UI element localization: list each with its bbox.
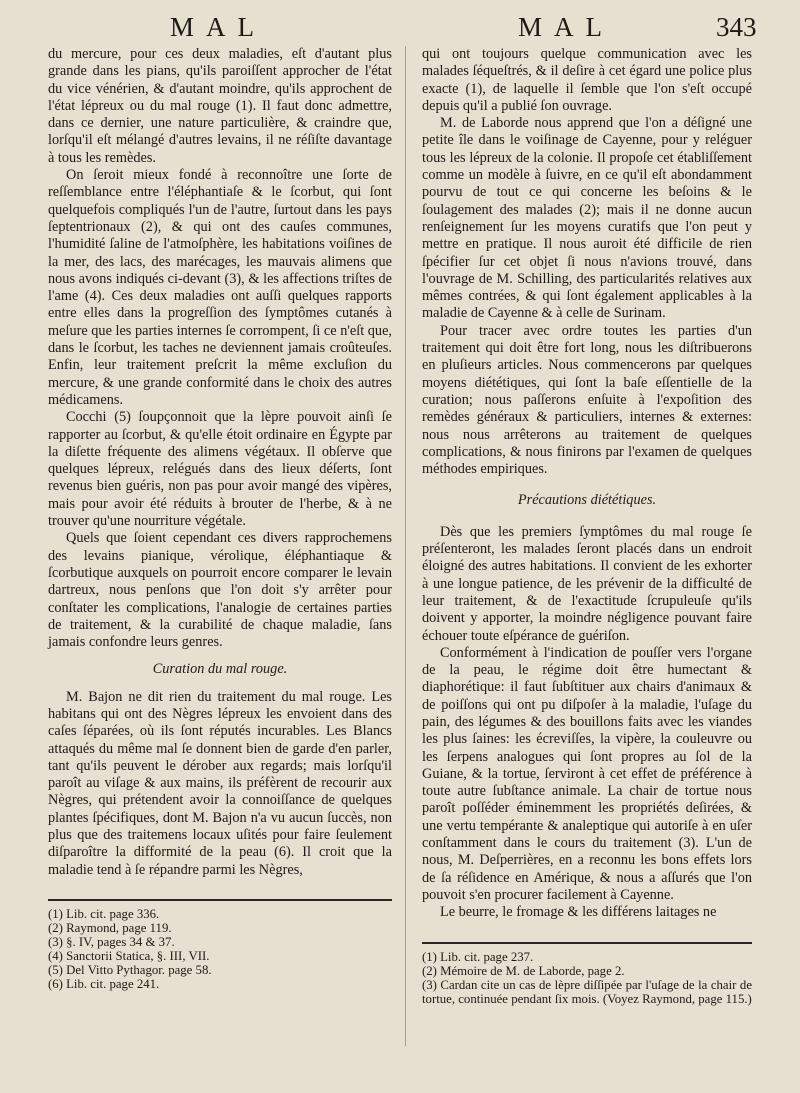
left-paragraph: Cocchi (5) ſoupçonnoit que la lèpre pouvoit ainſi ſe rapporter au ſcorbut, & qu'elle étoit ordinaire en Égypte par la diſette fréquente des alimens végétaux. Il obſerve que quelques lépreux, relégués dans des lieux déſerts, ſont revenus bien guéris, non pas pour avoir mangé des vipères, mais pour avoir été réduits à brouter de l'herbe, & à ne trouver qu'une nourriture végétale. [48,409,392,530]
right-running-head: MAL [518,12,614,42]
left-paragraph: Quels que ſoient cependant ces divers rapprochemens des levains pianique, vérolique, éléphantiaque & ſcorbutique auxquels on pourroit encore comparer le levain dartreux, nous penſons que l'on doit s'y arrêter pour conſtater les complications, l'analogie de certaines parties de traitement, & la curabilité de chaque maladie, ſans jamais confondre leurs genres. [48,530,392,651]
footnote: (3) Cardan cite un cas de lèpre diſſipée par l'uſage de la chair de tortue, continuée pendant ſix mois. (Voyez Raymond, page 115.) [422,977,752,1006]
footnote: (1) Lib. cit. page 336. [48,906,160,921]
footnote: (2) Raymond, page 119. [48,920,172,935]
left-column [48,46,392,991]
footnotes-left [48,907,392,991]
right-paragraph: M. de Laborde nous apprend que l'on a déſigné une petite île dans le voiſinage de Cayenne, pour y reléguer tous les lépreux de la colonie. Il propoſe cet établiſſement comme un modèle à ſuivre, en ce qu'il eſt abondamment pourvu de tout ce qui concerne les beſoins & le ſoulagement des malades (2); mais il ne donne aucun renſeignement ſur les moyens curatifs que l'on peut y mettre en pratique. Il nous auroit été difficile de rien ſpécifier ſur cet objet ſi nous n'avions trouvé, dans l'ouvrage de M. Schilling, des particularités relatives aux mêmes contrées, & qui ſont également applicables à la maladie de Cayenne & à celle de Surinam. [422,115,752,322]
section-heading-precautions: Précautions diététiques. [517,492,657,509]
footnote: (5) Del Vitto Pythagor. page 58. [48,962,212,977]
footnote: (3) §. IV, pages 34 & 37. [48,934,175,949]
right-paragraph: Conformément à l'indication de pouſſer vers l'organe de la peau, le régime doit être humectant & diaphorétique: il faut ſubſtituer aux chairs d'animaux & de poiſſons qui ont pu diſpoſer à la maladie, l'uſage du pain, des légumes & des bouillons faits avec les viandes les plus ſaines: les écreviſſes, la vipère, la couleuvre ou les ſerpens analogues qui ſont propres au ſol de la Guiane, & la tortue, ſerviront à cet effet de préférence à toute autre ſubſtance animale. La chair de tortue nous paroît poſſéder éminemment les propriétés deſirées, & une vertu tempérante & analeptique qui autoriſe à en uſer conſtamment dans le cours du traitement (3). L'un de nous, M. Deſperrières, en a reconnu les bons effets lors de ſa réſidence en Amérique, & nous a aſſurés que l'on pouvoit s'en procurer facilement à Cayenne. [422,644,752,903]
right-paragraph: qui ont toujours quelque communication avec les malades ſéqueſtrés, & il deſire à cet égard une police plus exacte (1), de laquelle il ſemble que l'on s'eſt occupé depuis qu'il a publié ſon ouvrage. [422,46,752,114]
right-paragraph: Dès que les premiers ſymptômes du mal rouge ſe préſenteront, les malades ſeront placés dans un endroit éloigné des autres habitations. Il convient de les exhorter à une longue patience, de les prévenir de la difficulté de leur traitement, & de l'exactitude ſcrupuleuſe qu'ils doivent y apporter, la moindre négligence pouvant faire échouer toute eſpérance de guériſon. [422,523,752,644]
footnotes-right [422,950,752,1006]
running-header [0,10,800,44]
footnote: (6) Lib. cit. page 241. [48,976,160,991]
right-paragraph: Le beurre, le fromage & les différens laitages ne [440,904,717,921]
right-column [422,46,752,1006]
left-paragraph: du mercure, pour ces deux maladies, eſt d'autant plus grande dans les pians, qu'ils paroiſſent approcher de l'état du vice vénérien, & d'autant moindre, qu'ils approchent de l'état lépreux ou du mal rouge (1). Il faut donc admettre, dans ce dernier, une nature particulière, & craindre que, lorſqu'il eſt mélangé d'autres levains, il ne réſiſte davantage à tous les remèdes. [48,46,392,166]
left-running-head: MAL [170,12,266,42]
footnote: (2) Mémoire de M. de Laborde, page 2. [422,963,625,978]
right-paragraph: Pour tracer avec ordre toutes les parties d'un traitement qui doit être fort long, nous les diſtribuerons en pluſieurs articles. Nous commencerons par quelques moyens diététiques, qui ſont la baſe eſſentielle de la curation; nous paſſerons enſuite à l'expoſition des remèdes généraux & particuliers, internes & externes: nous nous arrêterons au traitement de quelques complications, & nous finirons par l'examen de quelques méthodes empiriques. [422,322,752,478]
column-divider [405,46,406,1046]
section-heading-curation: Curation du mal rouge. [152,661,288,678]
page-number: 343 [716,12,757,42]
left-paragraph: On ſeroit mieux fondé à reconnoître une ſorte de reſſemblance entre l'éléphantiaſe & le ſcorbut, qui ſont quelquefois compliqués l'un de l'autre, ſurtout dans les pays ſeptentrionaux (2), & qui ont des cauſes communes, l'humidité ſaline de l'atmoſphère, les habitations voiſines de la mer, des lacs, des marécages, les mauvais alimens que nous avons indiqués ci-devant (3), & les affections triſtes de l'ame (4). Ces deux maladies ont auſſi quelques rapports entre elles dans la progreſſion des ſymptômes cutanés à meſure que les parties internes ſe corrompent, ſi ce n'eſt que, dans le ſcorbut, les taches ne deviennent jamais croûteuſes. Enfin, leur traitement preſcrit la même excluſion du mercure, & une grande conformité dans le choix des autres médicamens. [48,167,392,408]
footnote: (4) Sanctorii Statica, §. III, VII. [48,948,210,963]
left-paragraph: M. Bajon ne dit rien du traitement du mal rouge. Les habitans qui ont des Nègres lépreux les envoient dans des caſes ſéparées, où ils ſont réputés incurables. Les Blancs attaqués du même mal ſe donnent bien de garde d'en parler, tant qu'ils peuvent le dérober aux regards; mais lorſqu'il paroît au viſage & aux mains, ils préfèrent de recourir aux Nègres, qui prétendent avoir la connoiſſance de quelques plantes ſpécifiques, dont M. Bajon n'a vu aucun ſuccès, non plus que des traitemens locaux uſités pour faire ſeulement diſparoître la difformité de la peau (6). Il croit que la maladie tend à ſe répandre parmi les Nègres, [48,688,392,878]
footnote: (1) Lib. cit. page 237. [422,949,534,964]
